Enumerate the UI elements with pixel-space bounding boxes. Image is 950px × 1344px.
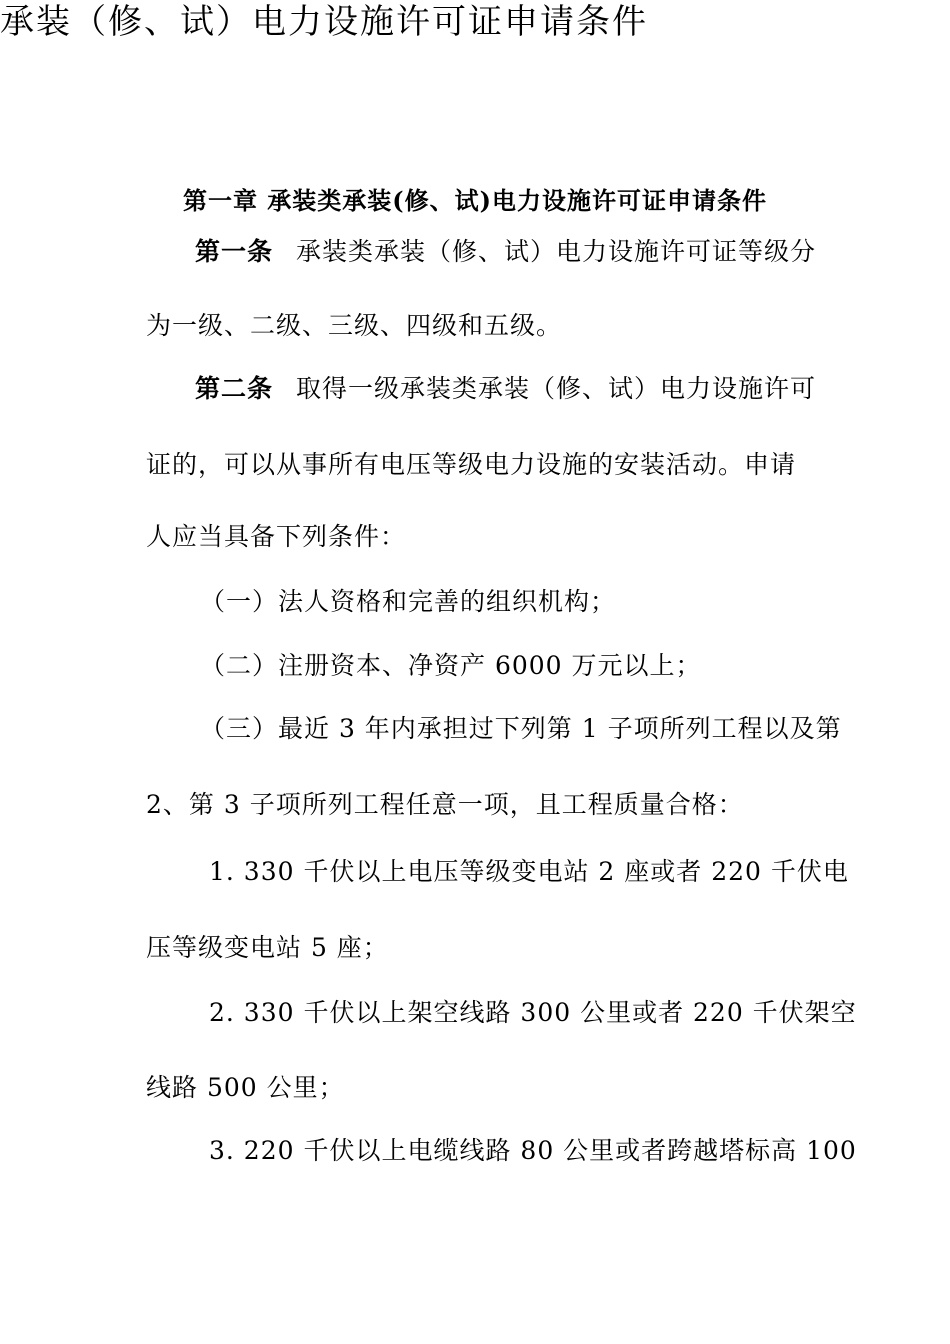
- item-2-line-1: 2. 330 千伏以上架空线路 300 公里或者 220 千伏架空: [209, 998, 857, 1027]
- article-1-line-1: [195, 236, 816, 268]
- chapter-title: 第一章 承装类承装(修、试)电力设施许可证申请条件: [182, 186, 768, 215]
- item-3-line-1: 3. 220 千伏以上电缆线路 80 公里或者跨越塔标高 100: [209, 1136, 857, 1165]
- condition-2: （二）注册资本、净资产 6000 万元以上；: [200, 651, 702, 680]
- item-2-line-2: 线路 500 公里；: [146, 1073, 345, 1102]
- condition-1: （一）法人资格和完善的组织机构；: [200, 587, 617, 616]
- article-1-text: 承装类承装（修、试）电力设施许可证等级分: [295, 237, 816, 266]
- document-title: 承装（修、试）电力设施许可证申请条件: [0, 2, 648, 42]
- article-2-text: 取得一级承装类承装（修、试）电力设施许可: [295, 374, 816, 403]
- article-2-line-2: 证的，可以从事所有电压等级电力设施的安装活动。申请: [146, 450, 797, 479]
- condition-3-line-2: 2、第 3 子项所列工程任意一项，且工程质量合格：: [146, 790, 744, 819]
- article-2-label: 第二条: [195, 374, 274, 403]
- condition-3-line-1: （三）最近 3 年内承担过下列第 1 子项所列工程以及第: [200, 714, 842, 743]
- article-2-line-1: [195, 373, 816, 405]
- article-2-line-3: 人应当具备下列条件：: [146, 522, 407, 551]
- item-1-line-2: 压等级变电站 5 座；: [146, 933, 389, 962]
- article-1-label: 第一条: [195, 237, 274, 266]
- article-1-line-2: 为一级、二级、三级、四级和五级。: [146, 311, 563, 340]
- item-1-line-1: 1. 330 千伏以上电压等级变电站 2 座或者 220 千伏电: [209, 857, 849, 886]
